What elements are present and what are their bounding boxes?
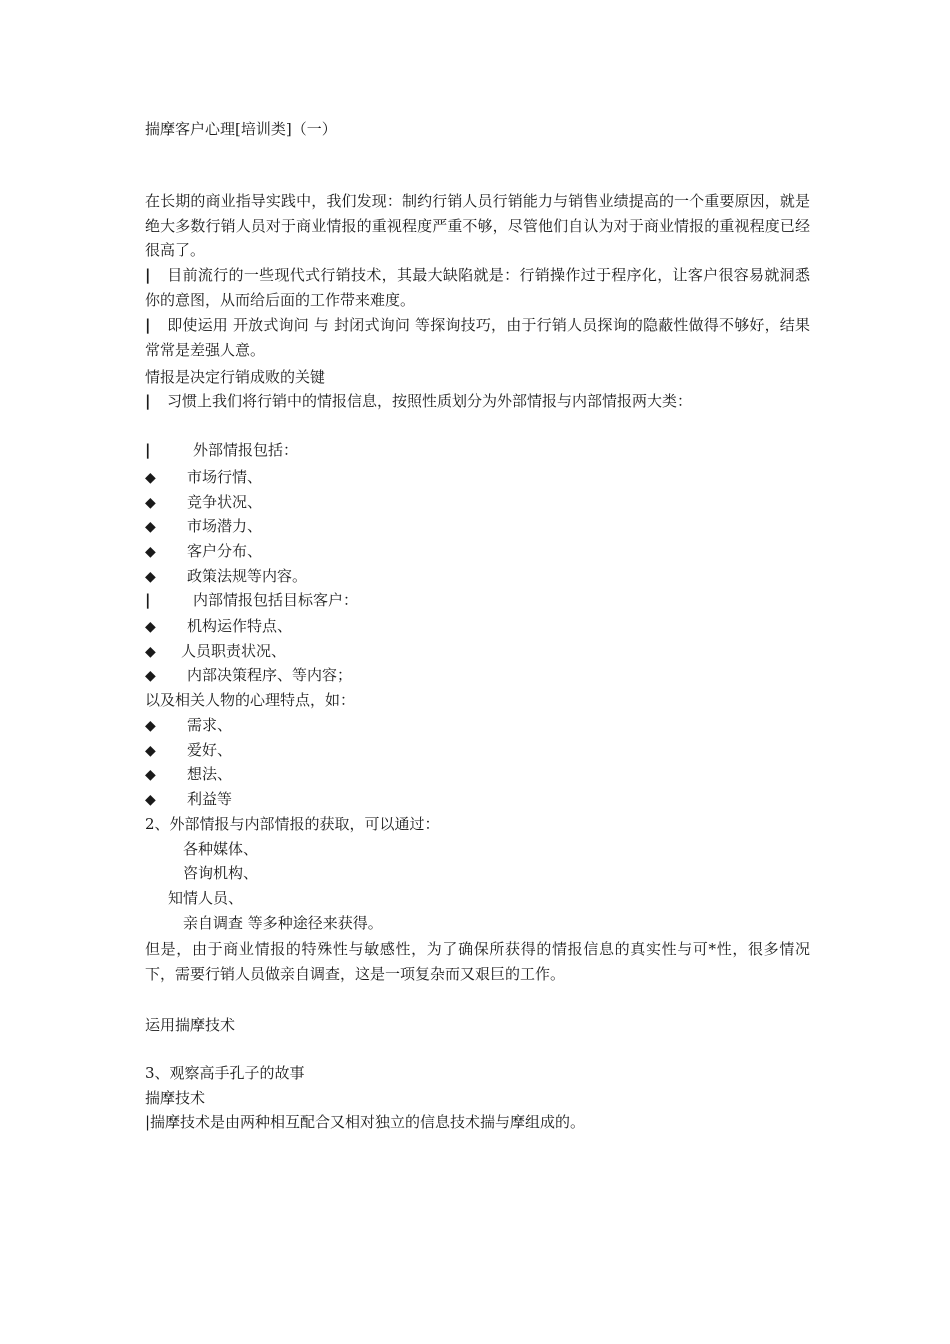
bar-marker: | [145, 316, 151, 334]
list-item [145, 713, 810, 739]
list-item [145, 514, 810, 540]
diamond-bullet-icon: ◆ [145, 544, 156, 560]
list-item [145, 490, 810, 516]
source-item: 咨询机构、 [183, 864, 259, 882]
heading-intelligence-key: 情报是决定行销成败的关键 [145, 368, 326, 386]
bar-marker: | [145, 591, 151, 609]
list-item-label: 客户分布、 [187, 542, 263, 560]
list-item [145, 614, 810, 640]
heading-text: 外部情报包括： [193, 441, 299, 459]
paragraph-text: 目前流行的一些现代式行销技术，其最大缺陷就是：行销操作过于程序化，让客户很容易就洞悉你的意图，从而给后面的工作带来难度。 [145, 266, 810, 309]
diamond-bullet-icon: ◆ [145, 767, 156, 783]
psych-intro: 以及相关人物的心理特点，如： [145, 691, 356, 709]
source-item: 知情人员、 [168, 889, 244, 907]
document-title: 揣摩客户心理[培训类]（一） [145, 120, 337, 138]
list-item-label: 竞争状况、 [187, 493, 263, 511]
diamond-bullet-icon: ◆ [145, 569, 156, 585]
heading-text: 内部情报包括目标客户： [193, 591, 359, 609]
list-item-label: 政策法规等内容。 [187, 567, 308, 585]
list-item [145, 762, 810, 788]
diamond-bullet-icon: ◆ [145, 668, 156, 684]
list-item-label: 市场行情、 [187, 468, 263, 486]
list-item-label: 市场潜力、 [187, 517, 263, 535]
list-item [145, 663, 810, 689]
list-item-label: 人员职责状况、 [181, 642, 287, 660]
external-heading [145, 438, 810, 463]
diamond-bullet-icon: ◆ [145, 495, 156, 511]
diamond-bullet-icon: ◆ [145, 470, 156, 486]
section-3-heading: 3、观察高手孔子的故事 [145, 1064, 305, 1082]
paragraph-technique-definition: |揣摩技术是由两种相互配合又相对独立的信息技术揣与摩组成的。 [145, 1113, 586, 1131]
heading-apply-technique: 运用揣摩技术 [145, 1016, 236, 1034]
list-item-label: 内部决策程序、等内容； [187, 666, 353, 684]
diamond-bullet-icon: ◆ [145, 619, 156, 635]
diamond-bullet-icon: ◆ [145, 644, 156, 660]
diamond-bullet-icon: ◆ [145, 519, 156, 535]
list-item [145, 738, 810, 764]
internal-heading [145, 588, 810, 613]
diamond-bullet-icon: ◆ [145, 743, 156, 759]
list-item-label: 机构运作特点、 [187, 617, 293, 635]
list-item [145, 787, 810, 813]
paragraph-text: 习惯上我们将行销中的情报信息，按照性质划分为外部情报与内部情报两大类： [167, 392, 693, 410]
paragraph-inquiry [145, 313, 810, 362]
paragraph-intro: 在长期的商业指导实践中，我们发现：制约行销人员行销能力与销售业绩提高的一个重要原因，就是绝大多数行销人员对于商业情报的重视程度严重不够，尽管他们自认为对于商业情报的重视程度已经很高了。 [145, 192, 810, 259]
list-item [145, 465, 810, 491]
heading-technique: 揣摩技术 [145, 1089, 206, 1107]
list-item-label: 需求、 [187, 716, 233, 734]
section-2-heading: 2、外部情报与内部情报的获取，可以通过： [145, 815, 440, 833]
paragraph-classification [145, 389, 810, 414]
list-item-label: 想法、 [187, 765, 233, 783]
list-item [145, 539, 810, 565]
list-item [145, 564, 810, 590]
source-item: 亲自调查 等多种途径来获得。 [183, 914, 383, 932]
diamond-bullet-icon: ◆ [145, 792, 156, 808]
paragraph-text: 即使运用 开放式询问 与 封闭式询问 等探询技巧，由于行销人员探询的隐蔽性做得不够好，结果常常是差强人意。 [145, 316, 810, 359]
list-item [145, 639, 810, 665]
source-item: 各种媒体、 [183, 840, 259, 858]
bar-marker: | [145, 392, 151, 410]
list-item-label: 利益等 [187, 790, 233, 808]
diamond-bullet-icon: ◆ [145, 718, 156, 734]
list-item-label: 爱好、 [187, 741, 233, 759]
paragraph-however: 但是，由于商业情报的特殊性与敏感性，为了确保所获得的情报信息的真实性与可*性，很多情况下，需要行销人员做亲自调查，这是一项复杂而又艰巨的工作。 [145, 940, 810, 983]
paragraph-modern-techniques [145, 263, 810, 312]
bar-marker: | [145, 441, 151, 459]
bar-marker: | [145, 266, 151, 284]
